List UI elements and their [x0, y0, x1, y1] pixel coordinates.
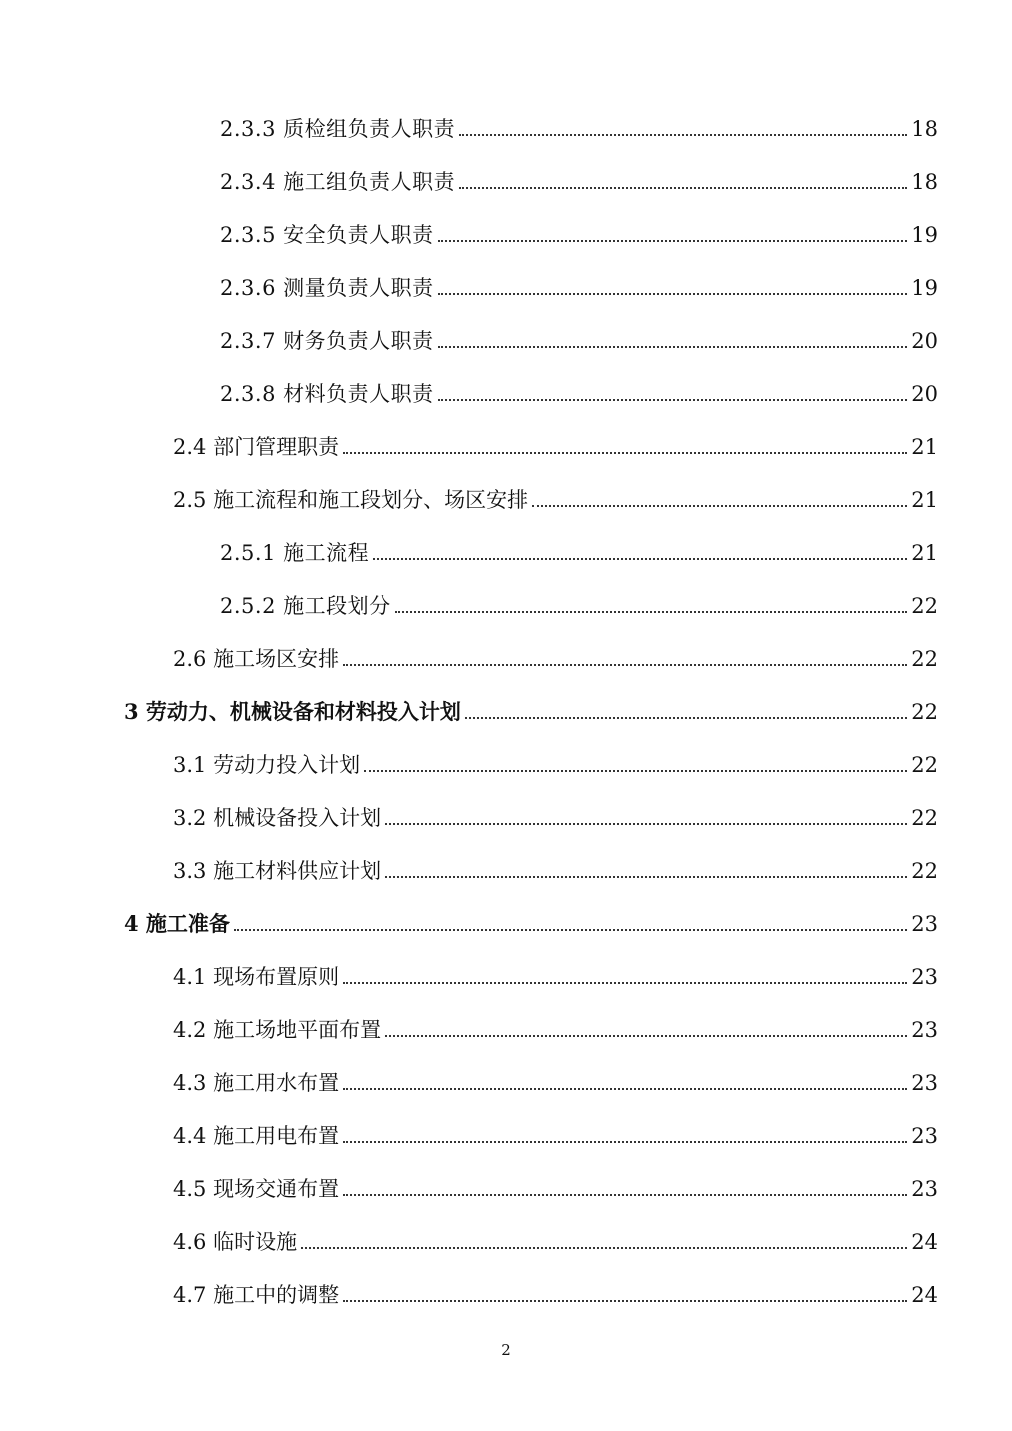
toc-dot-leader [465, 717, 907, 719]
toc-entry-title: 4.2 施工场地平面布置 [173, 1018, 382, 1042]
toc-entry-page: 23 [911, 1177, 938, 1201]
toc-entry-page: 20 [911, 382, 938, 406]
toc-dot-leader [532, 505, 907, 507]
toc-entry[interactable] [220, 526, 938, 566]
toc-entry-page: 23 [911, 1071, 938, 1095]
toc-entry-title: 2.3.5 安全负责人职责 [220, 223, 434, 247]
toc-entry-title: 4.4 施工用电布置 [173, 1124, 340, 1148]
toc-entry[interactable] [173, 420, 938, 460]
toc-entry-page: 20 [911, 329, 938, 353]
toc-entry-title: 2.5 施工流程和施工段划分、场区安排 [173, 488, 529, 512]
toc-entry-page: 19 [911, 223, 938, 247]
toc-entry[interactable] [220, 261, 938, 301]
toc-dot-leader [459, 187, 907, 189]
toc-dot-leader [343, 452, 907, 454]
toc-dot-leader [364, 770, 907, 772]
toc-entry[interactable] [173, 1162, 938, 1202]
toc-entry-title: 4.1 现场布置原则 [173, 965, 340, 989]
toc-entry[interactable] [220, 367, 938, 407]
toc-entry-title: 2.3.6 测量负责人职责 [220, 276, 434, 300]
toc-entry[interactable] [124, 897, 938, 937]
toc-dot-leader [438, 240, 908, 242]
toc-entry-page: 22 [911, 753, 938, 777]
toc-dot-leader [343, 1300, 907, 1302]
toc-entry-title: 2.5.1 施工流程 [220, 541, 370, 565]
toc-entry[interactable] [173, 738, 938, 778]
toc-entry[interactable] [220, 579, 938, 619]
toc-entry-title: 2.3.7 财务负责人职责 [220, 329, 434, 353]
toc-entry[interactable] [220, 102, 938, 142]
toc-dot-leader [385, 876, 907, 878]
toc-dot-leader [438, 399, 908, 401]
toc-entry[interactable] [220, 155, 938, 195]
toc-entry-page: 18 [911, 117, 938, 141]
toc-entry-page: 22 [911, 647, 938, 671]
toc-dot-leader [385, 823, 907, 825]
toc-entry-page: 23 [911, 965, 938, 989]
toc-dot-leader [395, 611, 908, 613]
toc-entry-title: 2.6 施工场区安排 [173, 647, 340, 671]
toc-dot-leader [343, 664, 907, 666]
toc-dot-leader [373, 558, 907, 560]
toc-dot-leader [438, 293, 908, 295]
toc-dot-leader [385, 1035, 907, 1037]
toc-entry-page: 22 [911, 700, 938, 724]
toc-entry-title: 2.3.8 材料负责人职责 [220, 382, 434, 406]
toc-entry-page: 22 [911, 594, 938, 618]
toc-entry[interactable] [173, 1268, 938, 1308]
toc-entry-page: 24 [911, 1283, 938, 1307]
toc-entry-title: 2.3.4 施工组负责人职责 [220, 170, 456, 194]
toc-entry-page: 21 [911, 488, 938, 512]
toc-entry[interactable] [173, 1003, 938, 1043]
toc-dot-leader [438, 346, 908, 348]
toc-dot-leader [459, 134, 907, 136]
toc-entry-page: 23 [911, 1124, 938, 1148]
toc-dot-leader [343, 1194, 907, 1196]
toc-entry[interactable] [173, 1215, 938, 1255]
toc-entry-page: 21 [911, 541, 938, 565]
toc-entry-title: 4.3 施工用水布置 [173, 1071, 340, 1095]
toc-entry[interactable] [173, 1056, 938, 1096]
toc-entry[interactable] [173, 844, 938, 884]
toc-entry[interactable] [173, 632, 938, 672]
toc-entry-title: 3.3 施工材料供应计划 [173, 859, 382, 883]
toc-entry-title: 4 施工准备 [124, 911, 230, 936]
toc-entry[interactable] [220, 314, 938, 354]
toc-entry-page: 22 [911, 806, 938, 830]
toc-entry[interactable] [173, 950, 938, 990]
toc-entry-page: 24 [911, 1230, 938, 1254]
toc-entry-title: 2.4 部门管理职责 [173, 435, 340, 459]
toc-dot-leader [301, 1247, 907, 1249]
toc-entry-title: 4.6 临时设施 [173, 1230, 298, 1254]
toc-entry-page: 23 [911, 912, 938, 936]
toc-entry-title: 2.3.3 质检组负责人职责 [220, 117, 456, 141]
toc-dot-leader [234, 929, 907, 931]
toc-entry-page: 23 [911, 1018, 938, 1042]
page-number: 2 [501, 1341, 511, 1359]
toc-dot-leader [343, 1141, 907, 1143]
toc-entry-title: 3.2 机械设备投入计划 [173, 806, 382, 830]
toc-entry-page: 18 [911, 170, 938, 194]
toc-entry-page: 22 [911, 859, 938, 883]
toc-entry-page: 19 [911, 276, 938, 300]
toc-entry[interactable] [173, 791, 938, 831]
toc-dot-leader [343, 1088, 907, 1090]
toc-entry[interactable] [124, 685, 938, 725]
toc-entry-title: 4.5 现场交通布置 [173, 1177, 340, 1201]
toc-entry-title: 3.1 劳动力投入计划 [173, 753, 361, 777]
toc-entry[interactable] [220, 208, 938, 248]
toc-entry[interactable] [173, 1109, 938, 1149]
toc-entry[interactable] [173, 473, 938, 513]
toc-entry-page: 21 [911, 435, 938, 459]
toc-entry-title: 2.5.2 施工段划分 [220, 594, 391, 618]
toc-entry-title: 3 劳动力、机械设备和材料投入计划 [124, 699, 461, 724]
toc-entry-title: 4.7 施工中的调整 [173, 1283, 340, 1307]
toc-dot-leader [343, 982, 907, 984]
